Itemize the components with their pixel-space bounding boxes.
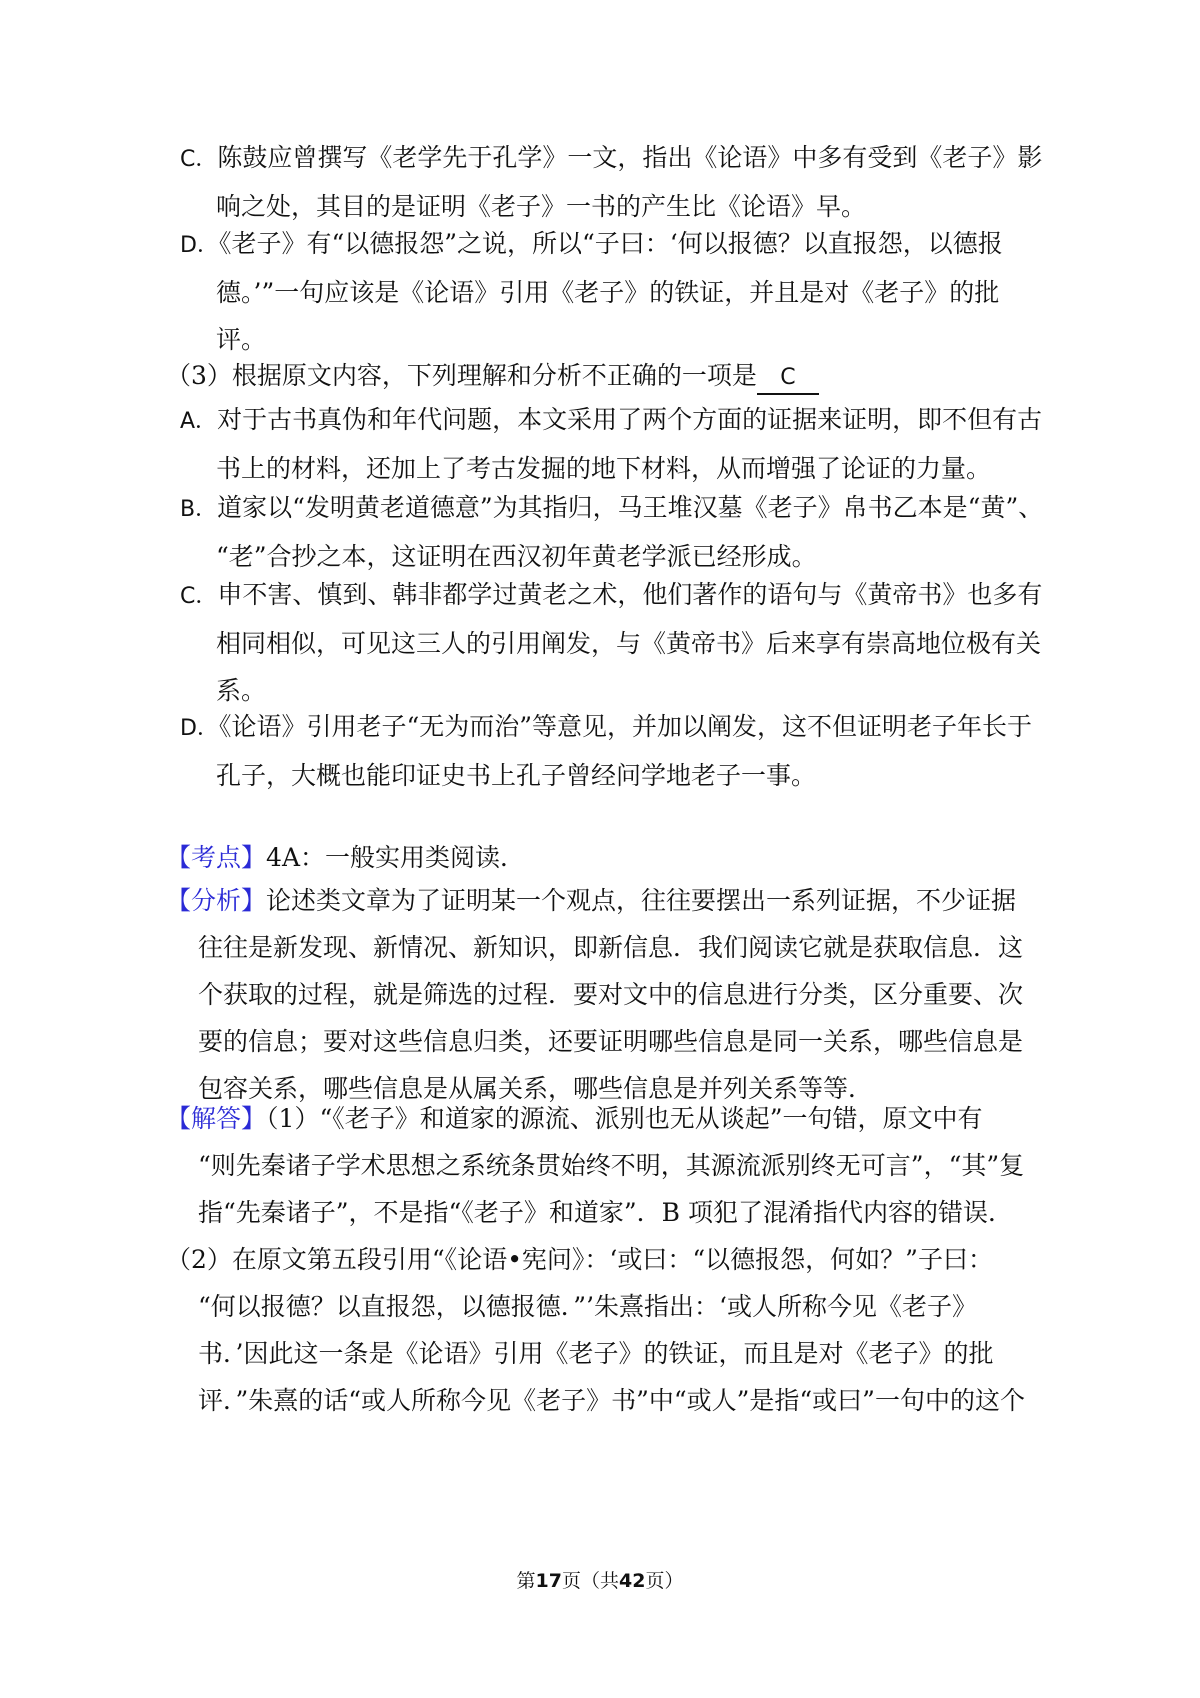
q3-option-d [180,703,1033,799]
option-text: 书上的材料，还加上了考古发掘的地下材料，从而增强了论证的力量。 [216,454,992,483]
option-text: 申不害、慎到、韩非都学过黄老之术，他们著作的语句与《黄帝书》也多有 [217,580,1043,609]
jieda-text: 书．’因此这一条是《论语》引用《老子》的铁证，而且是对《老子》的批 [198,1339,994,1368]
fenxi-tag [166,886,266,915]
footer-text: 第 [516,1570,536,1592]
q2-option-d [180,220,1020,363]
kaodian-section [166,834,1006,881]
fenxi-text: 个获取的过程，就是筛选的过程．要对文中的信息进行分类，区分重要、次 [198,980,1024,1009]
option-letter: D． [180,716,219,741]
option-letter: D． [180,233,219,258]
option-letter: A． [180,409,218,434]
option-text: 道家以“发明黄老道德意”为其指归，马王堆汉墓《老子》帛书乙本是“黄”、 [217,493,1044,522]
fenxi-text: 包容关系，哪些信息是从属关系，哪些信息是并列关系等等． [198,1074,874,1103]
option-text: 《论语》引用老子“无为而治”等意见，并加以阐发，这不但证明老子年长于 [218,712,1033,741]
tag-label: 解答 [191,1104,242,1133]
jieda-text: “则先秦诸子学术思想之系统条贯始终不明，其源流派别终无可言”，“其”复 [198,1151,1025,1180]
option-text: 《老子》有“以德报怨”之说，所以“子曰：‘何以报德？以直报怨，以德报 [218,229,1003,258]
fenxi-text: 要的信息；要对这些信息归类，还要证明哪些信息是同一关系，哪些信息是 [198,1027,1024,1056]
option-text: 系。 [216,676,267,705]
jieda-tag [166,1104,266,1133]
option-text: 评。 [216,325,267,354]
question-text: （3）根据原文内容，下列理解和分析不正确的一项是 [166,361,757,390]
jieda-text: （1）“《老子》和道家的源流、派别也无从谈起”一句错，原文中有 [266,1104,983,1133]
option-letter: C． [180,147,218,172]
jieda-text: （2）在原文第五段引用“《论语•宪问》：‘或曰：“以德报怨，何如？”子曰： [166,1245,993,1274]
tag-bracket: 】 [241,886,267,915]
jieda-text: “何以报德？以直报怨，以德报德．”’朱熹指出：‘或人所称今见《老子》 [198,1292,977,1321]
option-text: 响之处，其目的是证明《老子》一书的产生比《论语》早。 [216,192,867,221]
option-text: 德。’”一句应该是《论语》引用《老子》的铁证，并且是对《老子》的批 [216,278,1000,307]
kaodian-tag [166,843,266,872]
fenxi-text: 论述类文章为了证明某一个观点，往往要摆出一系列证据，不少证据 [266,886,1017,915]
fenxi-section [166,877,1024,1112]
option-letter: B． [180,497,218,522]
option-text: 对于古书真伪和年代问题，本文采用了两个方面的证据来证明，即不但有古 [217,405,1043,434]
tag-bracket: 】 [241,843,267,872]
tag-label: 分析 [191,886,242,915]
footer-text: 页） [645,1570,684,1592]
answer-blank: C [757,363,819,395]
jieda-section [166,1095,1025,1424]
tag-label: 考点 [191,843,242,872]
jieda-text: 指“先秦诸子”，不是指“《老子》和道家”．B 项犯了混淆指代内容的错误． [198,1198,1013,1227]
q3-option-a [180,396,1043,492]
q3-option-c [180,571,1043,714]
option-text: 相同相似，可见这三人的引用阐发，与《黄帝书》后来享有崇高地位极有关 [216,629,1042,658]
q3-stem [166,352,1006,399]
jieda-text: 评．”朱熹的话“或人所称今见《老子》书”中“或人”是指“或曰”一句中的这个 [198,1386,1025,1415]
q2-option-c [180,134,1043,230]
option-text: “老”合抄之本，这证明在西汉初年黄老学派已经形成。 [216,542,817,571]
tag-bracket: 【 [166,1104,192,1133]
tag-bracket: 】 [241,1104,267,1133]
page-total: 42 [619,1570,646,1592]
option-letter: C． [180,584,218,609]
tag-bracket: 【 [166,886,192,915]
tag-bracket: 【 [166,843,192,872]
page-footer [0,1566,1200,1593]
footer-text: 页（共 [561,1570,619,1592]
fenxi-text: 往往是新发现、新情况、新知识，即新信息．我们阅读它就是获取信息．这 [198,933,1024,962]
kaodian-text: 4A：一般实用类阅读． [266,843,526,872]
option-text: 孔子，大概也能印证史书上孔子曾经问学地老子一事。 [216,761,817,790]
option-text: 陈鼓应曾撰写《老学先于孔学》一文，指出《论语》中多有受到《老子》影 [217,143,1043,172]
q3-option-b [180,484,1044,580]
page-number: 17 [535,1570,562,1592]
